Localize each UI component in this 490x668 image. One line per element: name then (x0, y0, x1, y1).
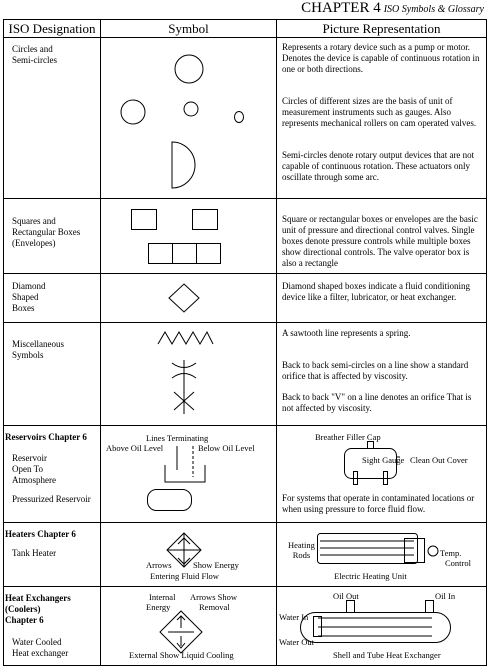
reservoir-open-line: Reservoir (12, 453, 47, 463)
internal-label: Internal (149, 592, 176, 602)
oil-in-label: Oil In (435, 591, 456, 601)
squares-desc: Square or rectangular boxes or envelopes are the basic unit of pressure and directional control valves. Single boxes denote pressure controls while multiple boxes show directional controls. The valve operator box is also a rectangle (282, 214, 478, 268)
misc-symbols (158, 332, 213, 414)
heating-rods-line: Rods (292, 550, 311, 560)
misc-designation-line: Symbols (12, 350, 44, 360)
sight-gauge-label: Sight Gauge (362, 455, 405, 465)
squares-designation (12, 216, 80, 249)
circles-desc-1: Represents a rotary device such as a pump or motor. Denotes the device is capable of continuous rotation in one or both directions. (282, 42, 480, 74)
column-header-picture: Picture Representation (322, 21, 441, 36)
circle-symbols (121, 55, 244, 188)
misc-designation-line: Miscellaneous (12, 339, 64, 349)
heating-unit-label: Electric Heating Unit (334, 571, 407, 581)
diamond-designation-line: Diamond (12, 281, 46, 291)
circles-designation-line: Circles and (12, 44, 53, 54)
diamond-symbol (169, 284, 199, 312)
external-cooling-label: External Show Liquid Cooling (129, 650, 234, 660)
pressurized-reservoir-label: Pressurized Reservoir (12, 494, 91, 504)
show-energy-label: Show Energy (193, 560, 239, 570)
diamond-designation (12, 281, 46, 314)
squares-designation-line: Squares and (12, 216, 56, 226)
exchangers-title-line: (Coolers) (5, 604, 41, 614)
chapter-title: CHAPTER 4 (301, 0, 381, 16)
circles-desc-2: Circles of different sizes are the basis of unit of measurement instruments such as gauges. Also represents mechanical rollers on cam operated valves. (282, 96, 477, 128)
misc-desc-3: Back to back "V" on a line denotes an orifice That is not affected by viscosity. (282, 392, 472, 413)
misc-desc-1: A sawtooth line represents a spring. (282, 328, 411, 338)
water-in-label: Water In (279, 612, 309, 622)
entering-flow-label: Entering Fluid Flow (150, 571, 219, 581)
breather-cap-label: Breather Filler Cap (315, 432, 381, 442)
shell-tube-label: Shell and Tube Heat Exchanger (333, 650, 441, 660)
temp-control-line: Control (445, 558, 471, 568)
water-out-label: Water Out (279, 637, 314, 647)
oil-out-label: Oil Out (333, 591, 359, 601)
misc-desc-2: Back to back semi-circles on a line show a standard orifice that is affected by viscosity. (282, 360, 469, 381)
exchangers-title-line: Chapter 6 (5, 615, 44, 625)
diamond-designation-line: Boxes (12, 303, 35, 313)
energy-label: Energy (146, 602, 171, 612)
water-cooled-label (12, 637, 68, 659)
exchangers-title-line: Heat Exchangers (5, 593, 71, 603)
removal-label: Removal (199, 602, 230, 612)
box-symbols (132, 210, 221, 264)
temp-control-line: Temp. (440, 548, 462, 558)
lines-terminating-label: Lines Terminating (146, 433, 209, 443)
circles-designation (12, 44, 57, 66)
heating-rods-line: Heating (288, 540, 315, 550)
heating-rods-label (288, 540, 315, 560)
diamond-desc: Diamond shaped boxes indicate a fluid conditioning device like a filter, lubricator, or heat exchanger. (282, 281, 470, 302)
exchangers-title (5, 593, 71, 626)
squares-designation-line: (Envelopes) (12, 238, 56, 248)
arrows-label: Arrows (146, 560, 172, 570)
circles-desc-3: Semi-circles denote rotary output devices that are not capable of continuous rotation. These actuators only oscillate through some arc. (282, 150, 475, 182)
squares-designation-line: Rectangular Boxes (12, 227, 81, 237)
reservoir-open-line: Open To (12, 464, 43, 474)
reservoir-open-label (12, 453, 56, 486)
below-oil-label: Below Oil Level (198, 443, 255, 453)
heaters-title: Heaters Chapter 6 (5, 529, 76, 539)
reservoir-desc: For systems that operate in contaminated locations or when using pressure to force fluid flow. (282, 493, 475, 514)
column-header-designation: ISO Designation (8, 21, 96, 36)
arrows-show-label: Arrows Show (190, 592, 237, 602)
reservoirs-title: Reservoirs Chapter 6 (5, 432, 87, 442)
water-cooled-line: Heat exchanger (12, 648, 69, 658)
above-oil-label: Above Oil Level (106, 443, 164, 453)
misc-designation (12, 339, 64, 361)
chapter-subtitle: ISO Symbols & Glossary (383, 4, 484, 15)
circles-designation-line: Semi-circles (12, 55, 57, 65)
water-cooled-line: Water Cooled (12, 637, 62, 647)
clean-out-label: Clean Out Cover (410, 455, 468, 465)
diamond-designation-line: Shaped (12, 292, 39, 302)
tank-heater-label: Tank Heater (12, 548, 57, 558)
column-header-symbol: Symbol (168, 21, 209, 36)
reservoir-open-line: Atmosphere (12, 475, 56, 485)
temp-control-label (440, 548, 471, 568)
